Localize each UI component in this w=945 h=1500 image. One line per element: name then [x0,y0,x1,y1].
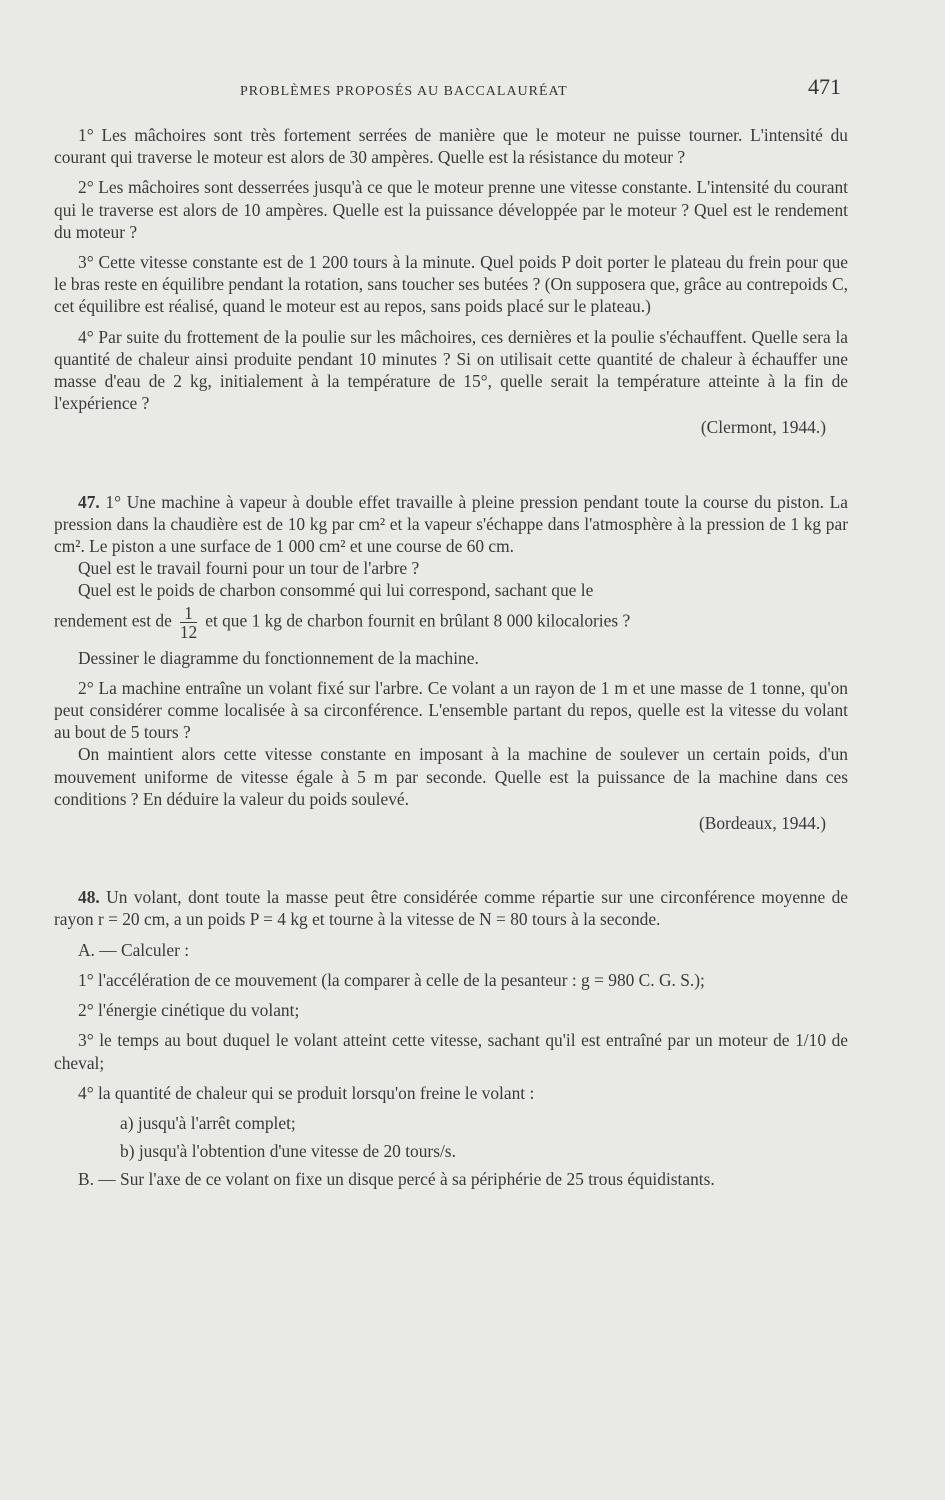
problem-47-question-1 [54,491,848,558]
problem-48-number: 48. [78,887,100,908]
problem-46-question-1: 1° Les mâchoires sont très fortement serrées de manière que le moteur ne puisse tourner. L'intensité du courant qui traverse le moteur est alors de 30 ampères. Quelle est la résistance du moteur ? [54,125,848,168]
problem-48-intro [54,886,848,930]
problem-47-question-1d: Dessiner le diagramme du fonctionnement de la machine. [78,647,479,668]
rendement-line [54,604,848,641]
problem-47-question-1b: Quel est le travail fourni pour un tour de l'arbre ? [78,558,420,579]
rendement-after: et que 1 kg de charbon fournit en brûlant 8 000 kilocalories ? [205,610,631,631]
problem-48-intro-text: Un volant, dont toute la masse peut être considérée comme répartie sur une circonférence moyenne de rayon r = 20 cm, a un poids P = 4 kg et tourne à la vitesse de N = 80 tours à la seconde. [54,887,848,930]
page-number: 471 [808,74,841,99]
problem-46-question-4: 4° Par suite du frottement de la poulie sur les mâchoires, ces dernières et la poulie s'échauffent. Quelle sera la quantité de chaleur ainsi produite pendant 10 minutes ? Si on utilisait cette quantité de chaleur à échauffer une masse d'eau de 2 kg, initialement à la température de 15°, quelle serait la température atteinte à la fin de l'expérience ? [54,326,848,414]
problem-48-a4a: a) jusqu'à l'arrêt complet; [120,1112,296,1133]
running-title: PROBLÈMES PROPOSÉS AU BACCALAURÉAT [240,84,568,99]
problem-48-part-b: B. — Sur l'axe de ce volant on fixe un disque percé à sa périphérie de 25 trous équidistants. [78,1169,715,1190]
fraction-denominator: 12 [179,621,198,642]
page-header [0,74,945,104]
problem-47-question-1c: Quel est le poids de charbon consommé qui lui correspond, sachant que le [78,580,594,601]
problem-47-number: 47. [78,491,100,512]
problem-47-attribution: (Bordeaux, 1944.) [698,813,826,834]
page-body [54,124,848,1199]
problem-48-a4b: b) jusqu'à l'obtention d'une vitesse de 20 tours/s. [120,1141,456,1162]
problem-48-a4: 4° la quantité de chaleur qui se produit lorsqu'on freine le volant : [78,1082,535,1103]
problem-48-a2: 2° l'énergie cinétique du volant; [78,1000,300,1021]
problem-47-question-2b: On maintient alors cette vitesse constante en imposant à la machine de soulever un certain poids, d'un mouvement uniforme de vitesse égale à 5 m par seconde. Quelle est la puissance de la machine dans ces conditions ? En déduire la valeur du poids soulevé. [54,744,848,809]
problem-46-question-2: 2° Les mâchoires sont desserrées jusqu'à ce que le moteur prenne une vitesse constante. L'intensité du courant qui le traverse est alors de 10 ampères. Quelle est la puissance développée par le moteur ? Quel est le rendement du moteur ? [54,177,848,242]
section-gap [54,439,848,491]
problem-47-question-2: 2° La machine entraîne un volant fixé sur l'arbre. Ce volant a un rayon de 1 m et une masse de 1 tonne, qu'on peut considérer comme localisée à sa circonférence. L'ensemble partant du repos, quelle est la vitesse du volant au bout de 5 tours ? [54,677,848,743]
fraction-numerator: 1 [180,604,197,623]
section-gap [54,834,848,886]
problem-48-a3: 3° le temps au bout duquel le volant atteint cette vitesse, sachant qu'il est entraîné par un moteur de 1/10 de cheval; [54,1030,848,1073]
problem-46-question-3: 3° Cette vitesse constante est de 1 200 tours à la minute. Quel poids P doit porter le plateau du frein pour que le bras reste en équilibre pendant la rotation, sans toucher ses butées ? (On supposera que, grâce au contrepoids C, cet équilibre est réalisé, quand le moteur est au repos, sans poids placé sur le plateau.) [54,252,848,317]
problem-48-a1: 1° l'accélération de ce mouvement (la comparer à celle de la pesanteur : g = 980 C. G. S.); [78,969,705,990]
fraction-one-twelfth [180,604,197,641]
problem-47-q1-text: 1° Une machine à vapeur à double effet travaille à pleine pression pendant toute la course du piston. La pression dans la chaudière est de 10 kg par cm² et la vapeur s'échappe dans l'atmosphère à la pression de 1 kg par cm². Le piston a une surface de 1 000 cm² et une course de 60 cm. [54,491,848,557]
problem-48-part-a: A. — Calculer : [78,939,190,960]
rendement-before: rendement est de [54,610,172,631]
problem-46-attribution: (Clermont, 1944.) [700,417,826,438]
